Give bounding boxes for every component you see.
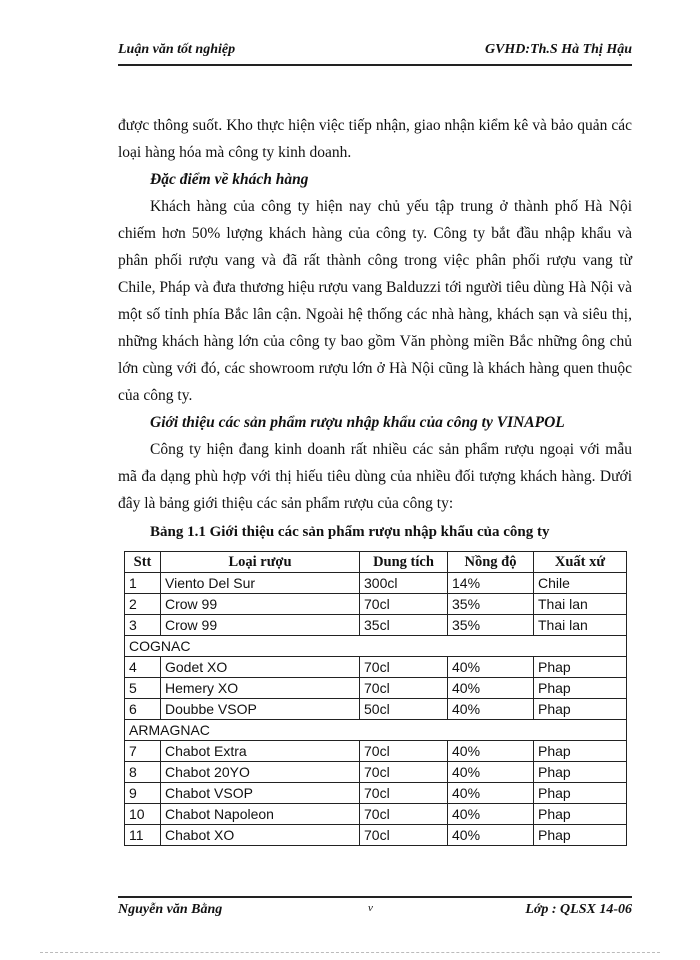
- table-row: [125, 699, 627, 720]
- cell-stt: 11: [125, 825, 161, 846]
- cell-abv: 14%: [448, 573, 534, 594]
- header-nong-do: Nồng độ: [448, 552, 534, 573]
- cell-volume: 35cl: [360, 615, 448, 636]
- table-body: [125, 573, 627, 846]
- cell-stt: 1: [125, 573, 161, 594]
- header-right: GVHD:Th.S Hà Thị Hậu: [484, 42, 632, 57]
- cell-stt: 4: [125, 657, 161, 678]
- page-header: [118, 42, 632, 66]
- section-heading: Đặc điểm về khách hàng: [150, 171, 309, 188]
- table-row: [125, 573, 627, 594]
- cell-abv: 35%: [448, 594, 534, 615]
- cell-origin: Phap: [534, 699, 627, 720]
- cell-name: Chabot 20YO: [161, 762, 360, 783]
- products-table: [124, 551, 627, 846]
- page-footer: [118, 896, 632, 924]
- cell-abv: 40%: [448, 657, 534, 678]
- table-row: [125, 741, 627, 762]
- table-caption: Bảng 1.1 Giới thiệu các sản phẩm rượu nhập khẩu của công ty: [150, 524, 550, 540]
- cell-abv: 35%: [448, 615, 534, 636]
- table-row: [125, 825, 627, 846]
- cell-volume: 70cl: [360, 741, 448, 762]
- cell-stt: 2: [125, 594, 161, 615]
- table-row: [125, 804, 627, 825]
- group-label: ARMAGNAC: [125, 720, 627, 741]
- cell-volume: 300cl: [360, 573, 448, 594]
- group-label: COGNAC: [125, 636, 627, 657]
- cell-origin: Phap: [534, 678, 627, 699]
- cell-origin: Phap: [534, 825, 627, 846]
- table-header-row: [125, 552, 627, 573]
- cell-name: Crow 99: [161, 594, 360, 615]
- table-row: [125, 594, 627, 615]
- table-group-row: [125, 720, 627, 741]
- table-row: [125, 762, 627, 783]
- table-row: [125, 657, 627, 678]
- cell-stt: 5: [125, 678, 161, 699]
- page-bottom-divider: [40, 952, 660, 953]
- cell-volume: 70cl: [360, 825, 448, 846]
- cell-abv: 40%: [448, 741, 534, 762]
- cell-volume: 70cl: [360, 678, 448, 699]
- cell-volume: 70cl: [360, 783, 448, 804]
- cell-stt: 10: [125, 804, 161, 825]
- table-row: [125, 783, 627, 804]
- section-heading: Giới thiệu các sản phẩm rượu nhập khẩu của công ty VINAPOL: [150, 414, 565, 431]
- paragraph: Công ty hiện đang kinh doanh rất nhiều các sản phẩm rượu ngoại với mẫu mã đa dạng phù hợp với thị hiếu tiêu dùng của nhiều đối tượng khách hàng. Dưới đây là bảng giới thiệu các sản phẩm rượu của công ty:: [118, 441, 632, 512]
- cell-name: Chabot XO: [161, 825, 360, 846]
- footer-left: Nguyễn văn Bằng: [118, 902, 223, 917]
- cell-stt: 6: [125, 699, 161, 720]
- cell-origin: Chile: [534, 573, 627, 594]
- cell-stt: 7: [125, 741, 161, 762]
- cell-origin: Phap: [534, 741, 627, 762]
- cell-origin: Thai lan: [534, 615, 627, 636]
- footer-right: Lớp : QLSX 14-06: [525, 902, 632, 917]
- cell-name: Godet XO: [161, 657, 360, 678]
- cell-name: Hemery XO: [161, 678, 360, 699]
- cell-name: Chabot Napoleon: [161, 804, 360, 825]
- cell-volume: 50cl: [360, 699, 448, 720]
- paragraph: được thông suốt. Kho thực hiện việc tiếp nhận, giao nhận kiểm kê và bảo quản các loại hàng hóa mà công ty kinh doanh.: [118, 117, 632, 161]
- page-number: v: [368, 902, 373, 914]
- header-stt: Stt: [125, 552, 161, 573]
- cell-abv: 40%: [448, 699, 534, 720]
- cell-origin: Phap: [534, 804, 627, 825]
- cell-name: Chabot VSOP: [161, 783, 360, 804]
- cell-volume: 70cl: [360, 804, 448, 825]
- table-row: [125, 615, 627, 636]
- cell-stt: 3: [125, 615, 161, 636]
- cell-origin: Phap: [534, 762, 627, 783]
- cell-abv: 40%: [448, 783, 534, 804]
- cell-stt: 9: [125, 783, 161, 804]
- header-left: Luận văn tốt nghiệp: [118, 42, 236, 57]
- cell-name: Doubbe VSOP: [161, 699, 360, 720]
- table-group-row: [125, 636, 627, 657]
- cell-abv: 40%: [448, 678, 534, 699]
- cell-volume: 70cl: [360, 657, 448, 678]
- cell-volume: 70cl: [360, 594, 448, 615]
- cell-origin: Phap: [534, 657, 627, 678]
- cell-abv: 40%: [448, 762, 534, 783]
- body-text: [118, 112, 632, 517]
- header-loai-ruou: Loại rượu: [161, 552, 360, 573]
- cell-abv: 40%: [448, 825, 534, 846]
- cell-name: Viento Del Sur: [161, 573, 360, 594]
- cell-origin: Phap: [534, 783, 627, 804]
- cell-volume: 70cl: [360, 762, 448, 783]
- header-xuat-xu: Xuất xứ: [534, 552, 627, 573]
- cell-name: Crow 99: [161, 615, 360, 636]
- cell-abv: 40%: [448, 804, 534, 825]
- cell-origin: Thai lan: [534, 594, 627, 615]
- header-dung-tich: Dung tích: [360, 552, 448, 573]
- table-row: [125, 678, 627, 699]
- cell-stt: 8: [125, 762, 161, 783]
- cell-name: Chabot Extra: [161, 741, 360, 762]
- paragraph: Khách hàng của công ty hiện nay chủ yếu tập trung ở thành phố Hà Nội chiếm hơn 50% lượng khách hàng của công ty. Công ty bắt đầu nhập khẩu và phân phối rượu vang và đã rất thành công trong việc phân phối rượu vang từ Chile, Pháp và đưa thương hiệu rượu vang Balduzzi tới người tiêu dùng Hà Nội và một số tỉnh phía Bắc lân cận. Ngoài hệ thống các nhà hàng, khách sạn và siêu thị, những khách hàng lớn của công ty bao gồm Văn phòng miền Bắc những ông chủ lớn cùng với đó, các showroom rượu lớn ở Hà Nội cũng là khách hàng quen thuộc của công ty.: [118, 198, 632, 404]
